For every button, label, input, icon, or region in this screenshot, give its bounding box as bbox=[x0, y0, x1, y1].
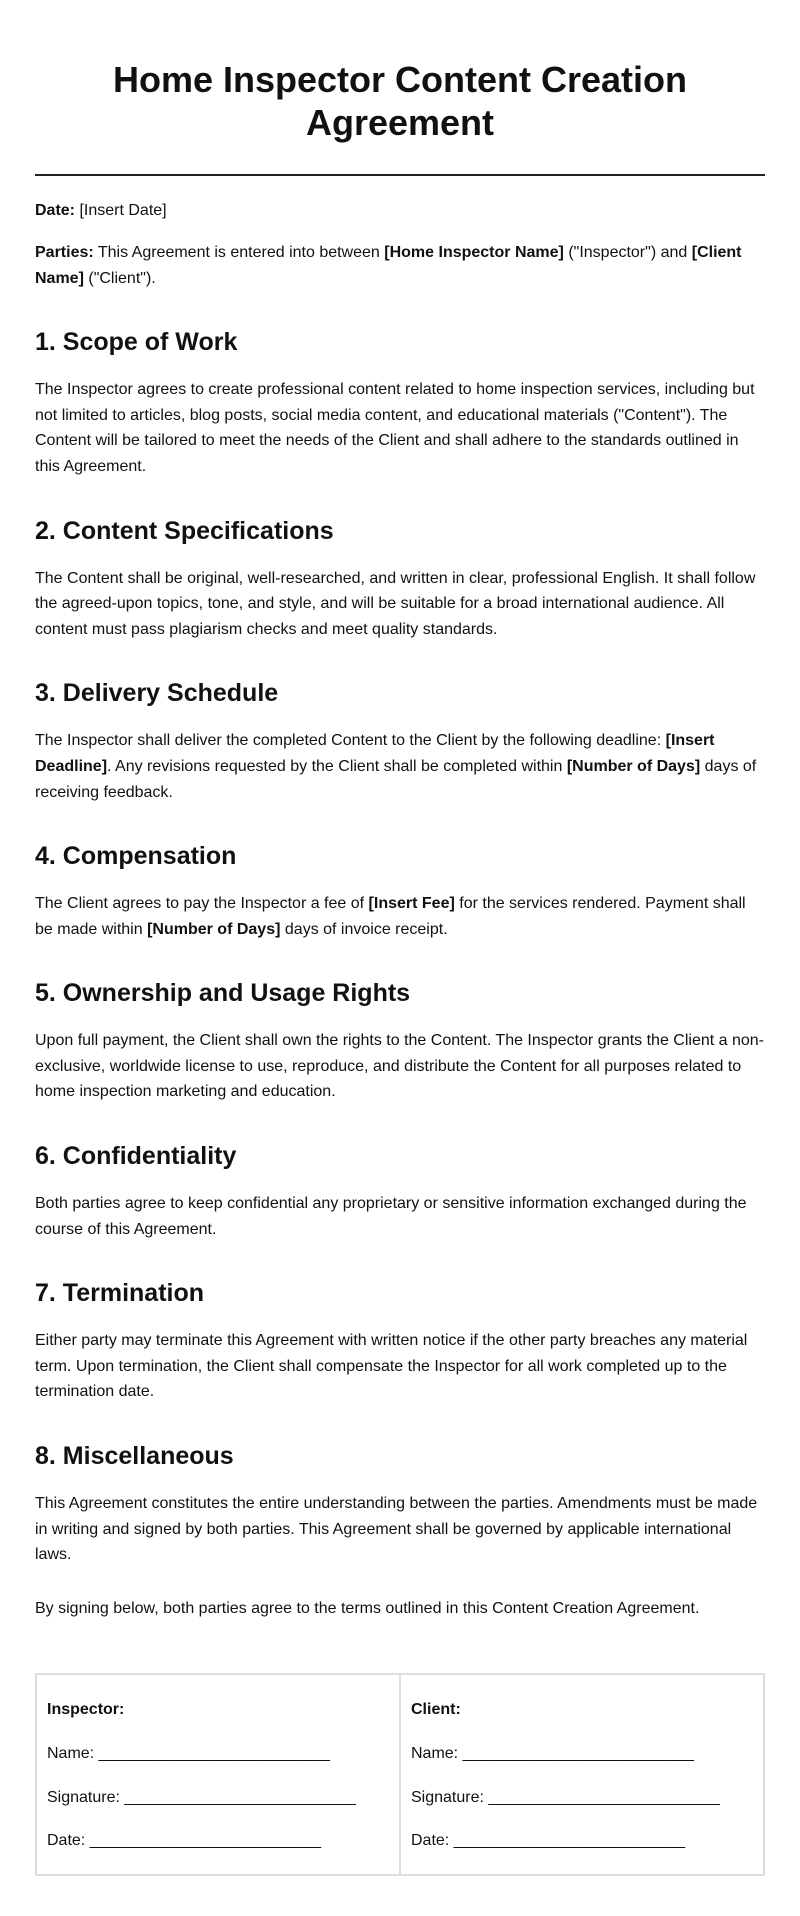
client-signature-line: Signature: __________________________ bbox=[411, 1788, 720, 1806]
delivery-days-placeholder: [Number of Days] bbox=[566, 757, 701, 775]
delivery-text-3: days of receiving feedback. bbox=[35, 757, 757, 801]
date-line bbox=[35, 198, 765, 224]
section-body-specs: The Content shall be original, well-researched, and written in clear, professional English. It shall follow the agreed-upon topics, tone, and style, and will be suitable for a broad international audience. All content must pass plagiarism checks and meet quality standards. bbox=[35, 569, 756, 638]
inspector-signature-line: Signature: __________________________ bbox=[47, 1788, 356, 1806]
section-heading-confidentiality: 6. Confidentiality bbox=[35, 1142, 237, 1171]
parties-text-3: ("Client"). bbox=[88, 269, 156, 287]
section-body-compensation bbox=[35, 891, 765, 942]
date-label: Date: bbox=[35, 202, 76, 220]
section-heading-delivery: 3. Delivery Schedule bbox=[35, 679, 279, 708]
section-heading-scope: 1. Scope of Work bbox=[35, 328, 238, 357]
compensation-text-2: for the services rendered. Payment shall be made within bbox=[35, 895, 746, 938]
section-body-delivery bbox=[35, 728, 765, 805]
delivery-text-1: The Inspector shall deliver the completed Content to the Client by the following deadline: bbox=[35, 732, 662, 750]
compensation-text-1: The Client agrees to pay the Inspector a fee of bbox=[35, 895, 365, 913]
inspector-signature-heading: Inspector: bbox=[47, 1701, 125, 1719]
client-date-line: Date: __________________________ bbox=[411, 1832, 686, 1850]
compensation-text-3: days of invoice receipt. bbox=[284, 920, 448, 938]
parties-line bbox=[35, 240, 765, 291]
client-signature-block bbox=[400, 1674, 764, 1874]
parties-text-2: ("Inspector") and bbox=[568, 243, 688, 261]
inspector-date-line: Date: __________________________ bbox=[47, 1832, 322, 1850]
inspector-name-line: Name: __________________________ bbox=[47, 1745, 330, 1762]
section-heading-specs: 2. Content Specifications bbox=[35, 516, 334, 545]
section-heading-termination: 7. Termination bbox=[35, 1279, 205, 1308]
title-divider bbox=[35, 174, 765, 176]
document-title: Home Inspector Content Creation Agreement bbox=[112, 59, 688, 144]
parties-text-1: This Agreement is entered into between bbox=[97, 243, 380, 261]
inspector-name-placeholder: [Home Inspector Name] bbox=[384, 243, 564, 261]
section-body-confidentiality: Both parties agree to keep confidential any proprietary or sensitive information exchanged during the course of this Agreement. bbox=[35, 1195, 747, 1238]
client-signature-heading: Client: bbox=[411, 1701, 461, 1719]
section-heading-misc: 8. Miscellaneous bbox=[35, 1442, 234, 1471]
section-body-misc: This Agreement constitutes the entire understanding between the parties. Amendments must be made in writing and signed by both parties. This Agreement shall be governed by applicable international laws. bbox=[35, 1495, 758, 1564]
deadline-placeholder: [Insert Deadline] bbox=[35, 732, 715, 775]
client-name-line: Name: __________________________ bbox=[411, 1745, 694, 1762]
signature-table bbox=[35, 1673, 765, 1875]
section-body-scope: The Inspector agrees to create professional content related to home inspection services, including but not limited to articles, blog posts, social media content, and educational materials ("Content"). The Content will be tailored to meet the needs of the Client and shall adhere to the standards outlined in this Agreement. bbox=[35, 381, 755, 475]
section-heading-ownership: 5. Ownership and Usage Rights bbox=[35, 979, 411, 1008]
section-heading-compensation: 4. Compensation bbox=[35, 842, 237, 871]
client-name-placeholder: [Client Name] bbox=[35, 243, 742, 287]
payment-days-placeholder: [Number of Days] bbox=[147, 920, 281, 938]
section-body-termination: Either party may terminate this Agreement with written notice if the other party breaches any material term. Upon termination, the Client shall compensate the Inspector for all work completed up to the termination date. bbox=[35, 1332, 748, 1401]
fee-placeholder: [Insert Fee] bbox=[368, 895, 455, 913]
date-value: [Insert Date] bbox=[79, 202, 167, 220]
parties-label: Parties: bbox=[35, 243, 94, 261]
delivery-text-2: . Any revisions requested by the Client shall be completed within bbox=[107, 757, 563, 775]
inspector-signature-block bbox=[36, 1674, 400, 1874]
section-body-ownership: Upon full payment, the Client shall own the rights to the Content. The Inspector grants the Client a non-exclusive, worldwide license to use, reproduce, and distribute the Content for all purposes related to home inspection marketing and education. bbox=[35, 1032, 765, 1101]
closing-statement: By signing below, both parties agree to the terms outlined in this Content Creation Agreement. bbox=[35, 1599, 700, 1617]
